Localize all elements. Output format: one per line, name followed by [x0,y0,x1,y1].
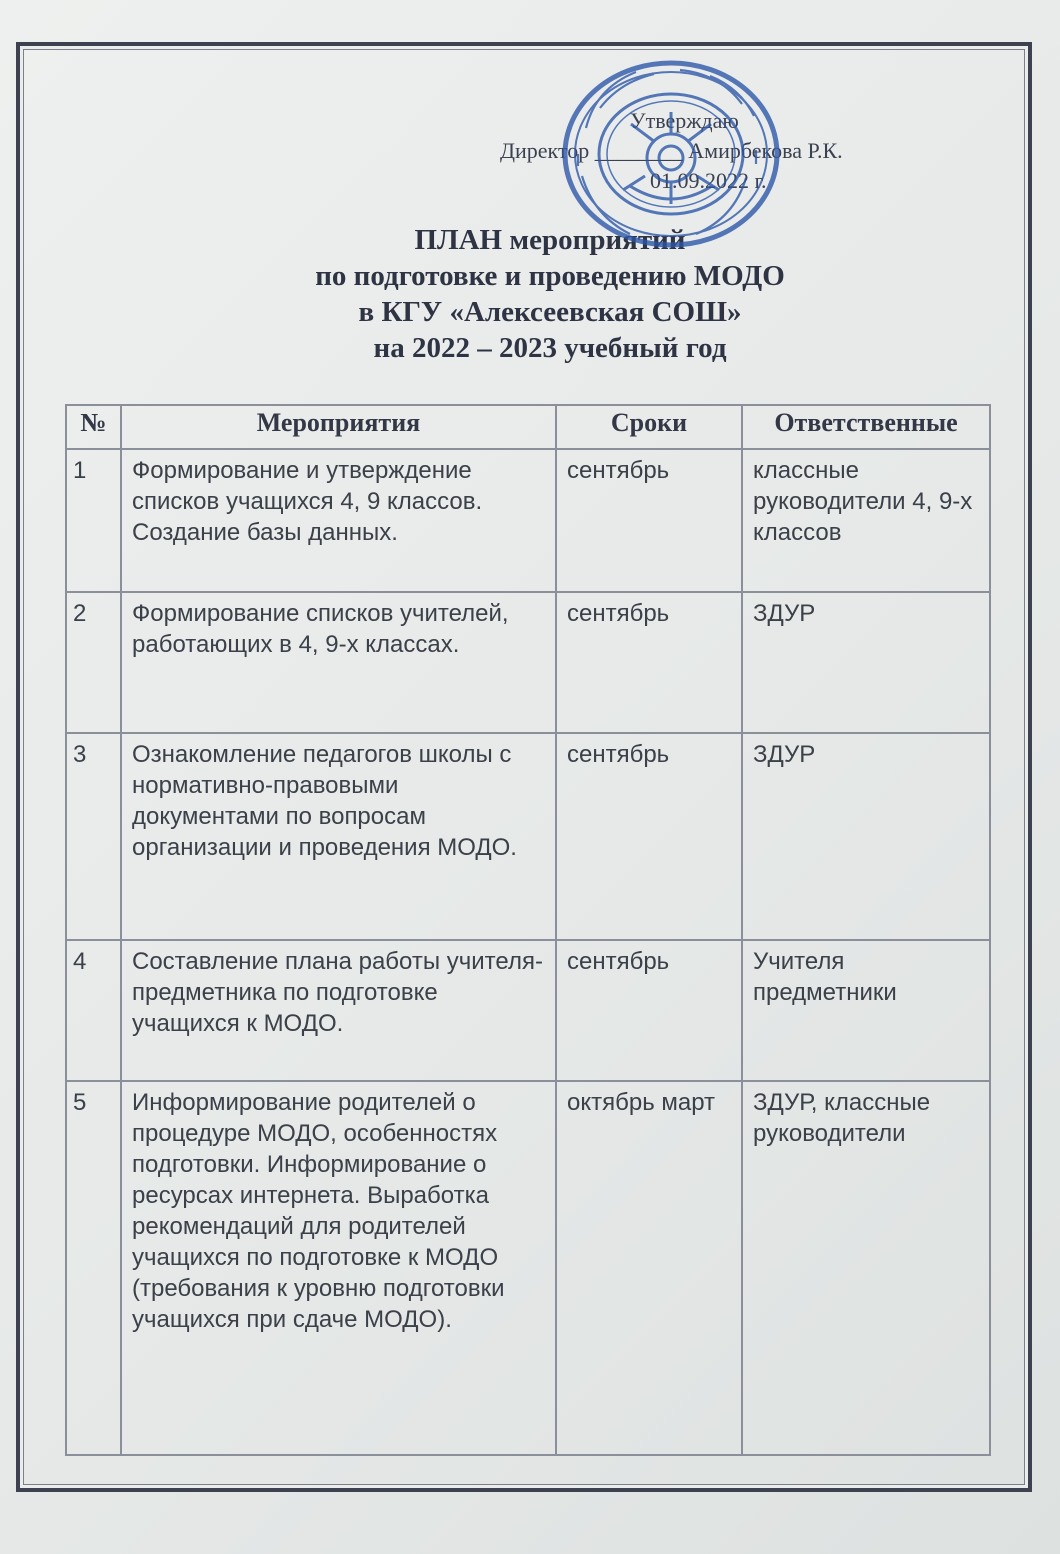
table-row [66,940,990,1081]
row-number: 4 [66,940,121,1081]
row-responsible: классные руководители 4, 9-х классов [742,449,990,592]
document-title [60,222,1040,366]
table-row [66,449,990,592]
table-header-row [66,405,990,449]
row-term: сентябрь [556,940,742,1081]
row-event: Формирование списков учителей, работающих в 4, 9-х классах. [121,592,556,733]
row-number: 3 [66,733,121,940]
title-line-2: по подготовке и проведению МОДО [315,260,785,292]
header-events: Мероприятия [121,405,556,449]
approval-date: 01.09.2022 г. [650,168,767,193]
title-line-1: ПЛАН мероприятий [414,224,686,256]
official-stamp-seal [560,58,782,250]
row-event: Информирование родителей о процедуре МОДО, особенностях подготовки. Информирование о ресурсах интернета. Выработка рекомендаций для родителей учащихся по подготовке к МОДО (требования к уровню подготовки учащихся при сдаче МОДО). [121,1081,556,1455]
director-line: Директор ________ Амирбекова Р.К. [500,138,843,163]
title-line-4: на 2022 – 2023 учебный год [373,332,727,364]
header-responsible: Ответственные [742,405,990,449]
row-term: сентябрь [556,592,742,733]
approval-word: Утверждаю [630,108,739,133]
row-event: Ознакомление педагогов школы с нормативно-правовыми документами по вопросам организации и проведения МОДО. [121,733,556,940]
table-row [66,733,990,940]
row-term: октябрь март [556,1081,742,1455]
header-number: № [66,405,121,449]
row-term: сентябрь [556,449,742,592]
row-number: 1 [66,449,121,592]
row-term: сентябрь [556,733,742,940]
row-responsible: ЗДУР [742,592,990,733]
table-row [66,592,990,733]
row-responsible: Учителя предметники [742,940,990,1081]
events-table [65,404,991,1456]
row-responsible: ЗДУР [742,733,990,940]
row-event: Формирование и утверждение списков учащихся 4, 9 классов. Создание базы данных. [121,449,556,592]
row-number: 2 [66,592,121,733]
row-responsible: ЗДУР, классные руководители [742,1081,990,1455]
table-row [66,1081,990,1455]
row-number: 5 [66,1081,121,1455]
row-event: Составление плана работы учителя-предметника по подготовке учащихся к МОДО. [121,940,556,1081]
header-terms: Сроки [556,405,742,449]
title-line-3: в КГУ «Алексеевская СОШ» [358,296,742,328]
